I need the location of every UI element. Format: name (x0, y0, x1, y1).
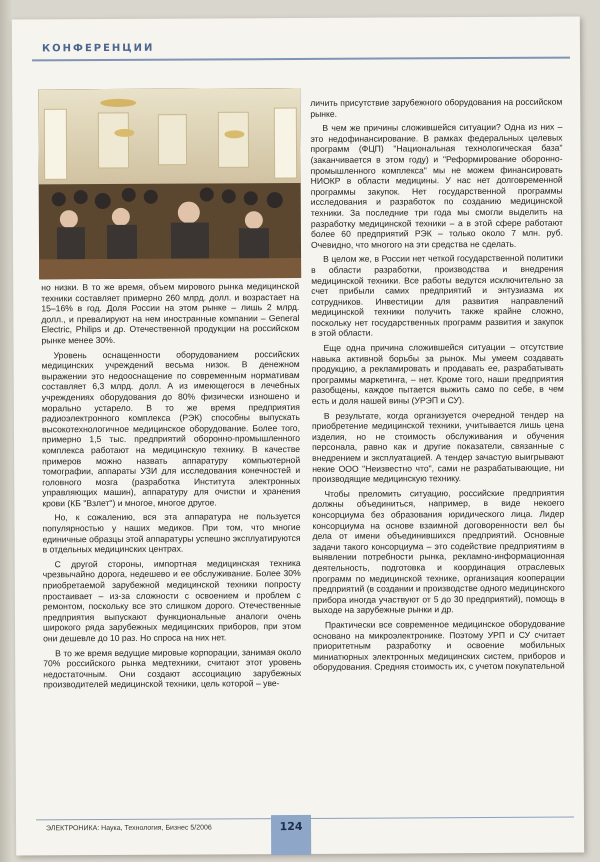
right-column (310, 97, 565, 677)
paragraph: Чтобы преломить ситуацию, российские предприятия должны объединиться, например, в виде некоего консорциума без образования юридического лица. Лидер консорциума на основе взаимной договоренности вел бы дела от имени объединившихся предприятий. Основные задачи такого консорциума – это содействие предприятиям в выявлении потребности рынка, рекламно-информационная деятельность, подготовка и координация отраслевых программ по медицинской технике, организация кооперации предприятий (в создании и производстве одного медицинского прибора иногда участвуют от 5 до 30 предприятий), помощь в выходе на зарубежные рынки и др. (312, 487, 565, 616)
conference-photo-illustration (38, 88, 301, 279)
paragraph: личить присутствие зарубежного оборудования на российском рынке. (310, 96, 563, 119)
left-column (41, 281, 301, 694)
scan-edge (0, 0, 12, 862)
paragraph: Практически все современное медицинское оборудование основано на микроэлектронике. Поэтому УРП и СУ считает приоритетным разработку и освоение мобильных миниатюрных электронных медицинских систем, приборов и оборудования. Средняя стоимость их, с учетом покупательной (313, 618, 566, 673)
paragraph: В то же время ведущие мировые корпорации, занимая около 70% российского рынка медтехники, считают этот уровень недостаточным. Они создают ассоциацию зарубежных производителей медицинской техники, цель которой – уве- (43, 646, 302, 690)
paragraph: В целом же, в России нет четкой государственной политики в области разработки, производства и внедрения медицинской техники. Все работы ведутся исключительно за счет прибыли самих предприятий и энтузиазма их сотрудников. Инвестиции для развития направлений медицинской техники получить также крайне сложно, поскольку нет государственных программ развития и закупок в этой области. (311, 252, 564, 339)
paragraph: но низки. В то же время, объем мирового рынка медицинской техники составляет примерно 260 млрд. долл. и возрастает на 15–16% в год. Доля России на этом рынке – лишь 2 млрд. долл., и превалируют на нем иностранные компании – General Electric, Philips и др. Отечественной продукции на российском рынке менее 30%. (41, 280, 300, 346)
conference-photo (38, 88, 301, 279)
paragraph: Но, к сожалению, вся эта аппаратура не пользуется популярностью у наших медиков. При том, что многие единичные образцы этой аппаратуры успешно эксплуатируются в отдельных медицинских центрах. (42, 511, 301, 555)
header-rule (32, 57, 570, 62)
paragraph: В чем же причины сложившейся ситуации? Одна из них – это недофинансирование. В рамках федеральных целевых программ (ФЦП) "Национальная технологическая база" (заканчивается в этом году) и "Реформирование оборонно-промышленного комплекса" мы не можем финансировать НИОКР в области медицины. У нас нет долговременной программы закупок. Нет государственной программы исследования и разработок по созданию медицинской техники. За последние три года мы смогли выделить на разработку медицинской техники – а в этой сфере работают более 60 предприятий РЭК – только около 7 млн. руб. Очевидно, что многого на эти средства не сделать. (310, 121, 563, 250)
journal-citation: ЭЛЕКТРОНИКА: Наука, Технология, Бизнес 5/2006 (46, 824, 212, 833)
page-number: 124 (279, 819, 303, 834)
magazine-page (12, 17, 584, 856)
paragraph: С другой стороны, импортная медицинская техника чрезвычайно дорога, недешево и ее обслуживание. Более 30% приобретаемой зарубежной медицинской техники попросту простаивает – из-за сложности с освоением и проблем с ремонтом, поскольку все это слишком дорого. Отечественные предприятия выпускают функциональные аналоги очень широкого ряда зарубежных медицинских приборов, при этом они дешевле до 10 раз. Но спроса на них нет. (42, 557, 302, 644)
paragraph: Уровень оснащенности оборудованием российских медицинских учреждений весьма низок. В денежном выражении это недооснащение по современным нормативам составляет 6,3 млрд. долл. А из имеющегося в лечебных учреждениях оборудования до 80% физически изношено и морально устарело. В то же время предприятия радиоэлектронного комплекса (РЭК) способны выпускать высокотехнологичное медицинское оборудование. Более того, примерно 1,5 тыс. предприятий оборонно-промышленного комплекса работают на медицинскую технику. В качестве примеров можно назвать аппаратуру компьютерной томографии, аппараты УЗИ для исследования конечностей и головного мозга (разработка Института электронных управляющих машин), аппаратуру для очистки и хранения крови (КБ "Взлет") и многое, многое другое. (41, 348, 301, 509)
section-label: КОНФЕРЕНЦИИ (41, 42, 155, 55)
paragraph: В результате, когда организуется очередной тендер на приобретение медицинской техники, учитывается лишь цена изделия, но не стоимость обслуживания и обучения персонала, равно как и другие показатели, связанные с внедрением и эксплуатацией. А тендер зачастую выигрывают некие ООО "Неизвестно что", сами не разрабатывающие, ни производящие медицинскую технику. (311, 409, 565, 485)
paragraph: Еще одна причина сложившейся ситуации – отсутствие навыка активной борьбы за рынок. Мы умеем создавать продукцию, а рекламировать и продавать ее, разрабатывать программы маркетинга, – нет. Кроме того, наши предприятия разобщены, каждое пытается выжить само по себе, в чем есть и доля нашей вины (УРЭП и СУ). (311, 341, 564, 406)
